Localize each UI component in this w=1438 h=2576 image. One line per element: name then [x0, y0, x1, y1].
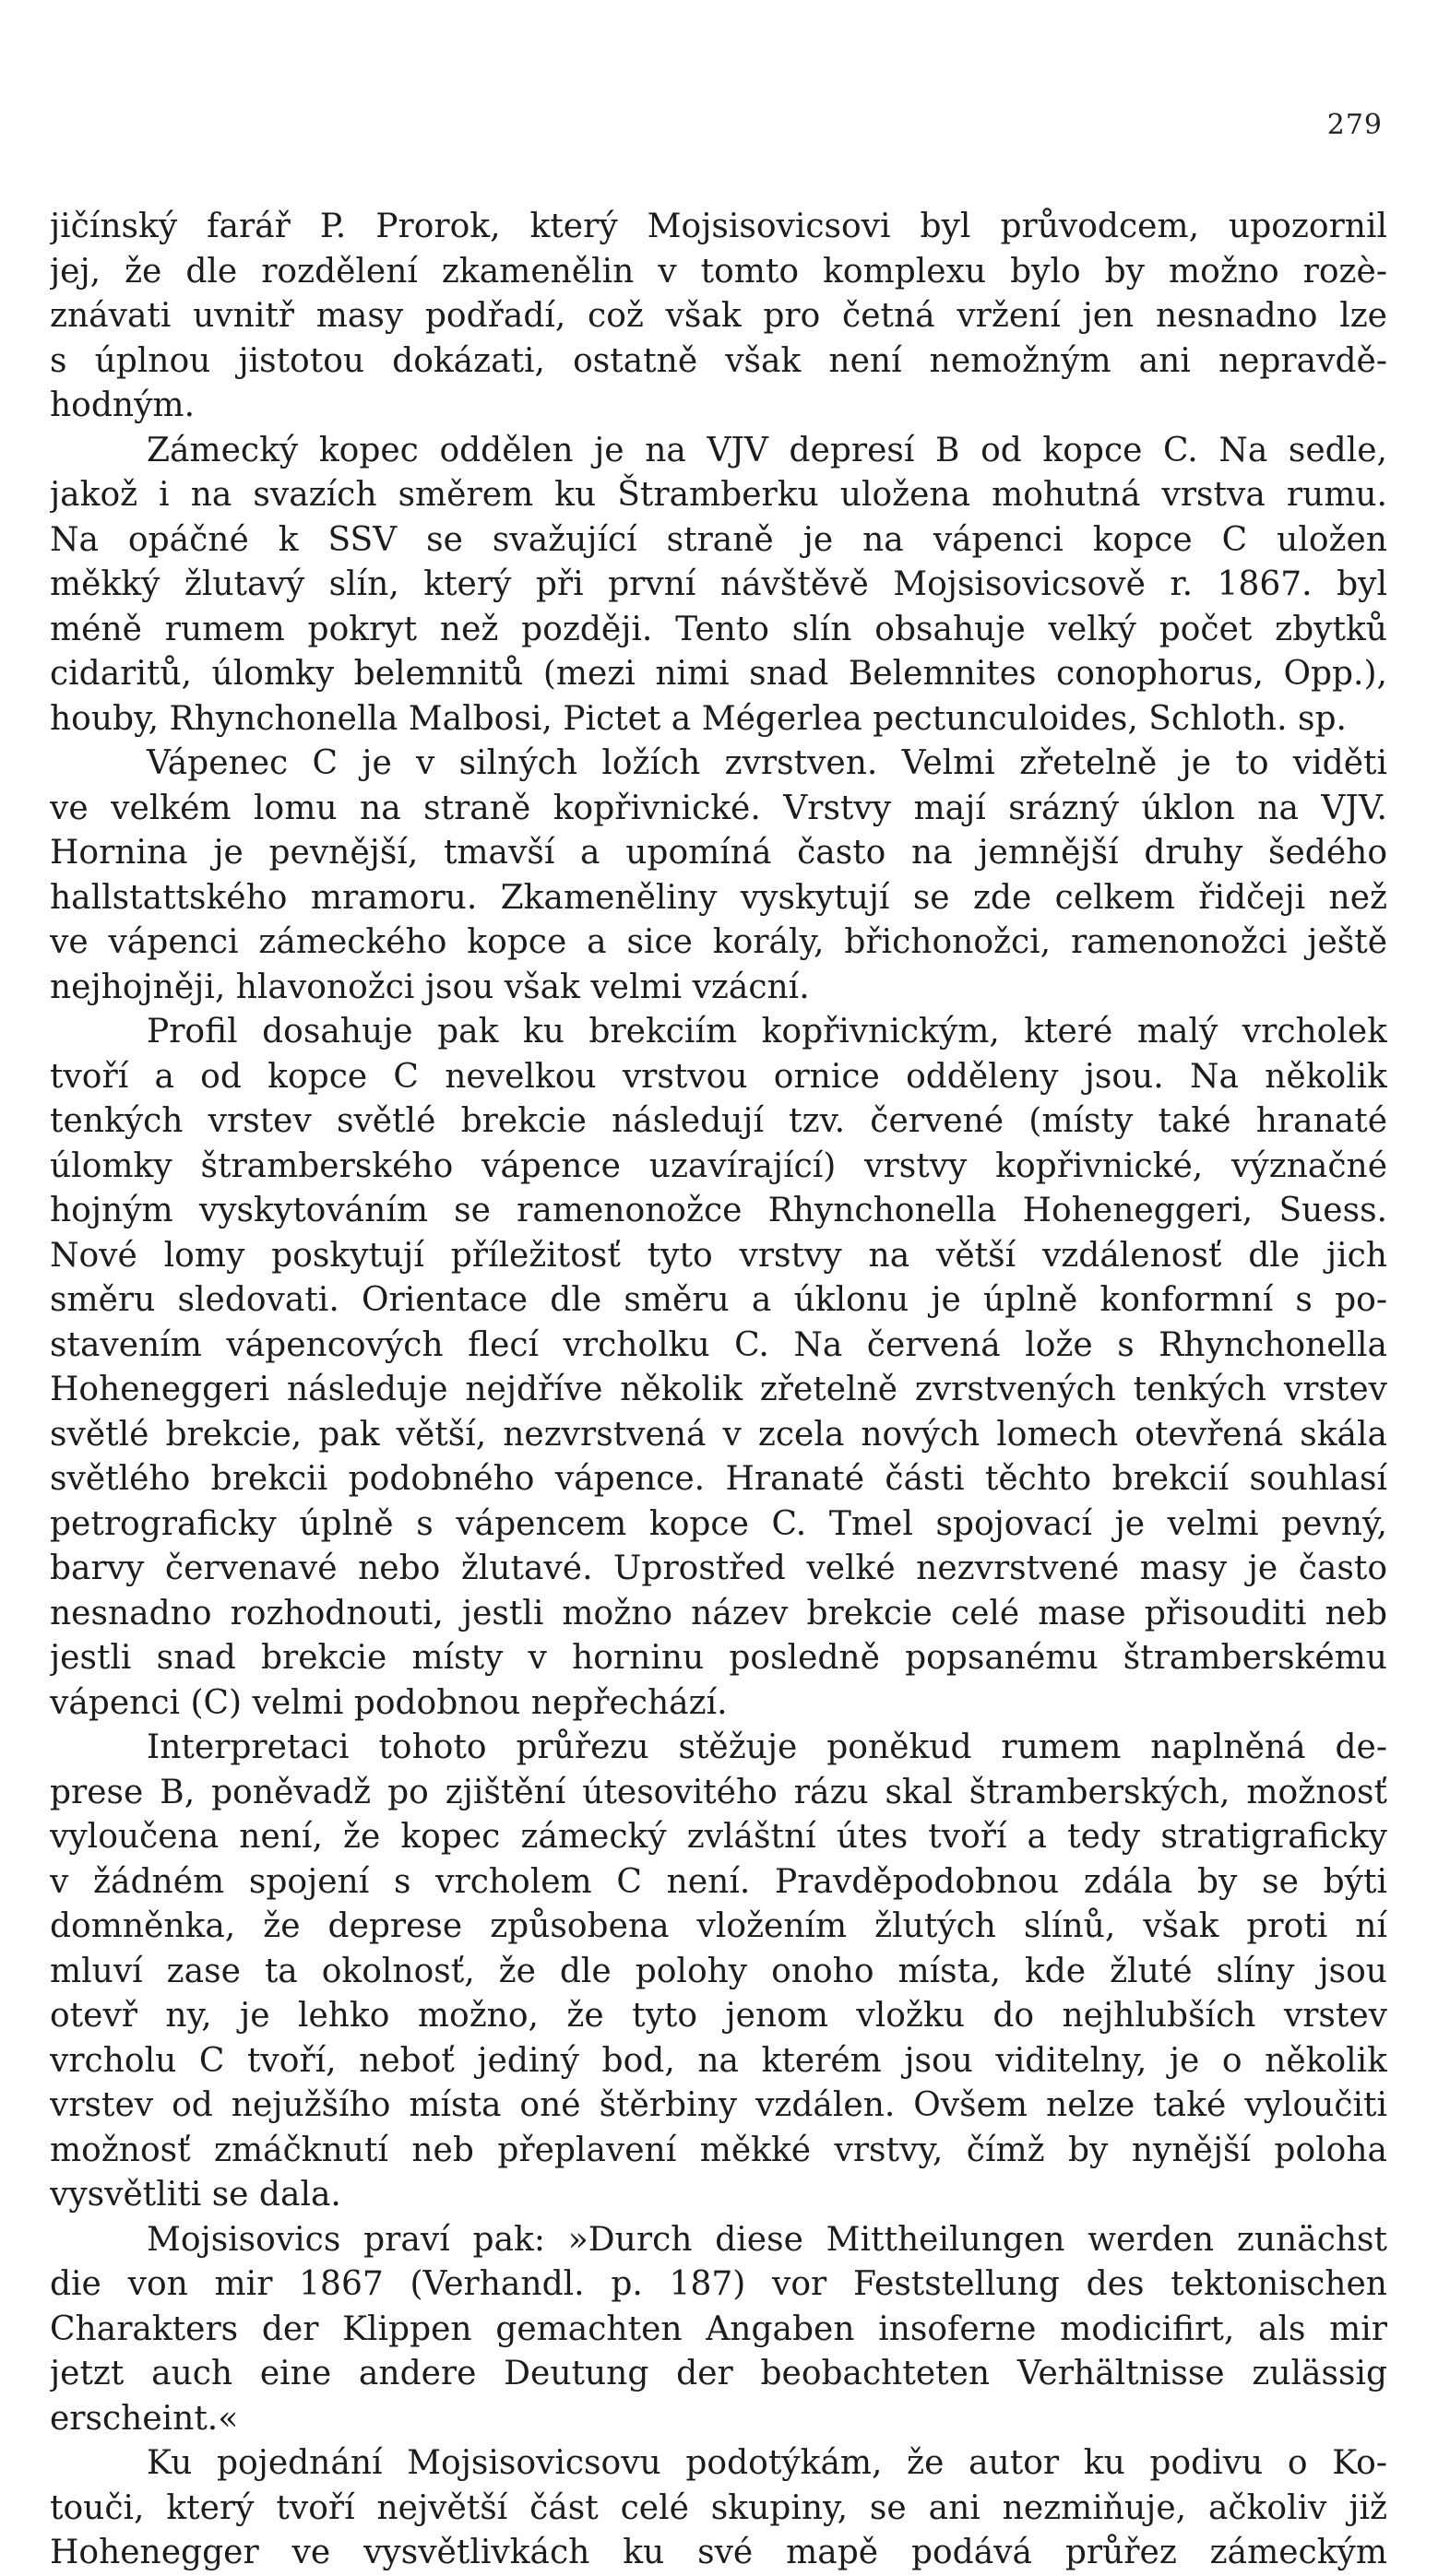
page-number: 279 — [1326, 109, 1383, 141]
text-line: tenkých vrstev světlé brekcie následují tzv. červené (místy také hranaté — [50, 1102, 1387, 1140]
text-line: s úplnou jistotou dokázati, ostatně však není nemožným ani nepravdě- — [50, 341, 1387, 380]
text-line: jičínský farář P. Prorok, který Mojsisovicsovi byl průvodcem, upozornil — [50, 208, 1387, 245]
text-line: Hornina je pevnější, tmavší a upomíná často na jemnější druhy šedého — [50, 834, 1387, 872]
text-line: prese B, poněvadž po zjištění útesovitého rázu skal štramberských, možnosť — [50, 1773, 1387, 1811]
text-line: vyloučena není, že kopec zámecký zvláštní útes tvoří a tedy stratigraficky — [50, 1818, 1387, 1856]
text-line: ve vápenci zámeckého kopce a sice korály, břichonožci, ramenonožci ještě — [50, 923, 1387, 961]
text-line: Vápenec C je v silných ložích zvrstven. Velmi zřetelně je to viděti — [147, 744, 1387, 782]
text-line: měkký žlutavý slín, který při první návštěvě Mojsisovicsově r. 1867. byl — [50, 565, 1387, 603]
text-line: nesnadno rozhodnouti, jestli možno název brekcie celé mase přisouditi neb — [50, 1594, 1387, 1632]
text-line: Hohenegger ve vysvětlivkách ku své mapě podává průřez zámeckým — [50, 2534, 1387, 2571]
text-line: nejhojněji, hlavonožci jsou však velmi vzácní. — [50, 967, 810, 1006]
text-line: cidaritů, úlomky belemnitů (mezi nimi snad Belemnites conophorus, Opp.), — [50, 655, 1387, 693]
text-line: Ku pojednání Mojsisovicsovu podotýkám, že autor ku podivu o Ko- — [147, 2444, 1387, 2482]
text-line: Charakters der Klippen gemachten Angaben insoferne modicifirt, als mir — [50, 2309, 1387, 2348]
text-line: směru sledovati. Orientace dle směru a úklonu je úplně konformní s po- — [50, 1281, 1387, 1319]
body-text — [50, 205, 1387, 2576]
text-line: Zámecký kopec oddělen je na VJV depresí B od kopce C. Na sedle, — [147, 431, 1387, 469]
text-line: Na opáčné k SSV se svažující straně je na vápenci kopce C uložen — [50, 520, 1387, 559]
text-line: světlého brekcii podobného vápence. Hranaté části těchto brekcií souhlasí — [50, 1460, 1387, 1498]
text-line: die von mir 1867 (Verhandl. p. 187) vor Feststellung des tektonischen — [50, 2265, 1387, 2303]
text-line: erscheint.« — [50, 2399, 239, 2438]
text-line: jej, že dle rozdělení zkamenělin v tomto komplexu bylo by možno rozè- — [50, 252, 1387, 291]
text-line: Mojsisovics praví pak: »Durch diese Mittheilungen werden zunächst — [147, 2220, 1387, 2259]
text-line: jestli snad brekcie místy v horninu posledně popsanému štramberskému — [50, 1639, 1387, 1677]
text-line: méně rumem pokryt než později. Tento slín obsahuje velký počet zbytků — [50, 610, 1387, 648]
text-line: Hoheneggeri následuje nejdříve několik zřetelně zvrstvených tenkých vrstev — [50, 1371, 1387, 1408]
text-line: vysvětliti se dala. — [50, 2176, 341, 2214]
text-line: jakož i na svazích směrem ku Štramberku uložena mohutná vrstva rumu. — [50, 476, 1387, 514]
text-line: v žádném spojení s vrcholem C není. Pravděpodobnou zdála by se býti — [50, 1862, 1387, 1901]
text-line: stavením vápencových flecí vrcholku C. Na červená lože s Rhynchonella — [50, 1325, 1387, 1364]
text-line: ve velkém lomu na straně kopřivnické. Vrstvy mají srázný úklon na VJV. — [50, 789, 1387, 827]
text-line: hodným. — [50, 386, 196, 424]
text-line: domněnka, že deprese způsobena vložením žlutých slínů, však proti ní — [50, 1907, 1387, 1945]
text-line: úlomky štramberského vápence uzavírající) vrstvy kopřivnické, význačné — [50, 1146, 1387, 1185]
text-line: možnosť zmáčknutí neb přeplavení měkké vrstvy, čímž by nynější poloha — [50, 2131, 1387, 2169]
text-line: vrstev od nejužšího místa oné štěrbiny vzdálen. Ovšem nelze také vyloučiti — [50, 2086, 1387, 2124]
text-line: mluví zase ta okolnosť, že dle polohy onoho místa, kde žluté slíny jsou — [50, 1952, 1387, 1990]
text-line: hojným vyskytováním se ramenonožce Rhynchonella Hoheneggeri, Suess. — [50, 1192, 1387, 1229]
text-line: petrograficky úplně s vápencem kopce C. Tmel spojovací je velmi pevný, — [50, 1504, 1387, 1543]
text-line: Interpretaci tohoto průřezu stěžuje poněkud rumem naplněná de- — [147, 1728, 1387, 1766]
text-line: houby, Rhynchonella Malbosi, Pictet a Mégerlea pectunculoides, Schloth. sp. — [50, 699, 1347, 738]
text-line: znávati uvnitř masy podřadí, což však pro četná vržení jen nesnadno lze — [50, 297, 1387, 335]
text-line: Profil dosahuje pak ku brekciím kopřivnickým, které malý vrcholek — [147, 1013, 1387, 1051]
text-line: vápenci (C) velmi podobnou nepřechází. — [50, 1683, 728, 1722]
text-line: hallstattského mramoru. Zkameněliny vyskytují se zde celkem řidčeji než — [50, 878, 1387, 917]
text-line: vrcholu C tvoří, neboť jediný bod, na kterém jsou viditelny, je o několik — [50, 2041, 1387, 2080]
text-line: barvy červenavé nebo žlutavé. Uprostřed velké nezvrstvené masy je často — [50, 1549, 1387, 1587]
text-line: tvoří a od kopce C nevelkou vrstvou ornice odděleny jsou. Na několik — [50, 1057, 1387, 1096]
text-line: otevř ny, je lehko možno, že tyto jenom vložku do nejhlubších vrstev — [50, 1997, 1387, 2035]
text-line: jetzt auch eine andere Deutung der beobachteten Verhältnisse zulässig — [50, 2355, 1387, 2392]
text-line: touči, který tvoří největší část celé skupiny, se ani nezmiňuje, ačkoliv již — [50, 2488, 1387, 2527]
text-line: Nové lomy poskytují příležitosť tyto vrstvy na větší vzdálenosť dle jich — [50, 1236, 1387, 1275]
text-line: světlé brekcie, pak větší, nezvrstvená v zcela nových lomech otevřená skála — [50, 1415, 1387, 1454]
